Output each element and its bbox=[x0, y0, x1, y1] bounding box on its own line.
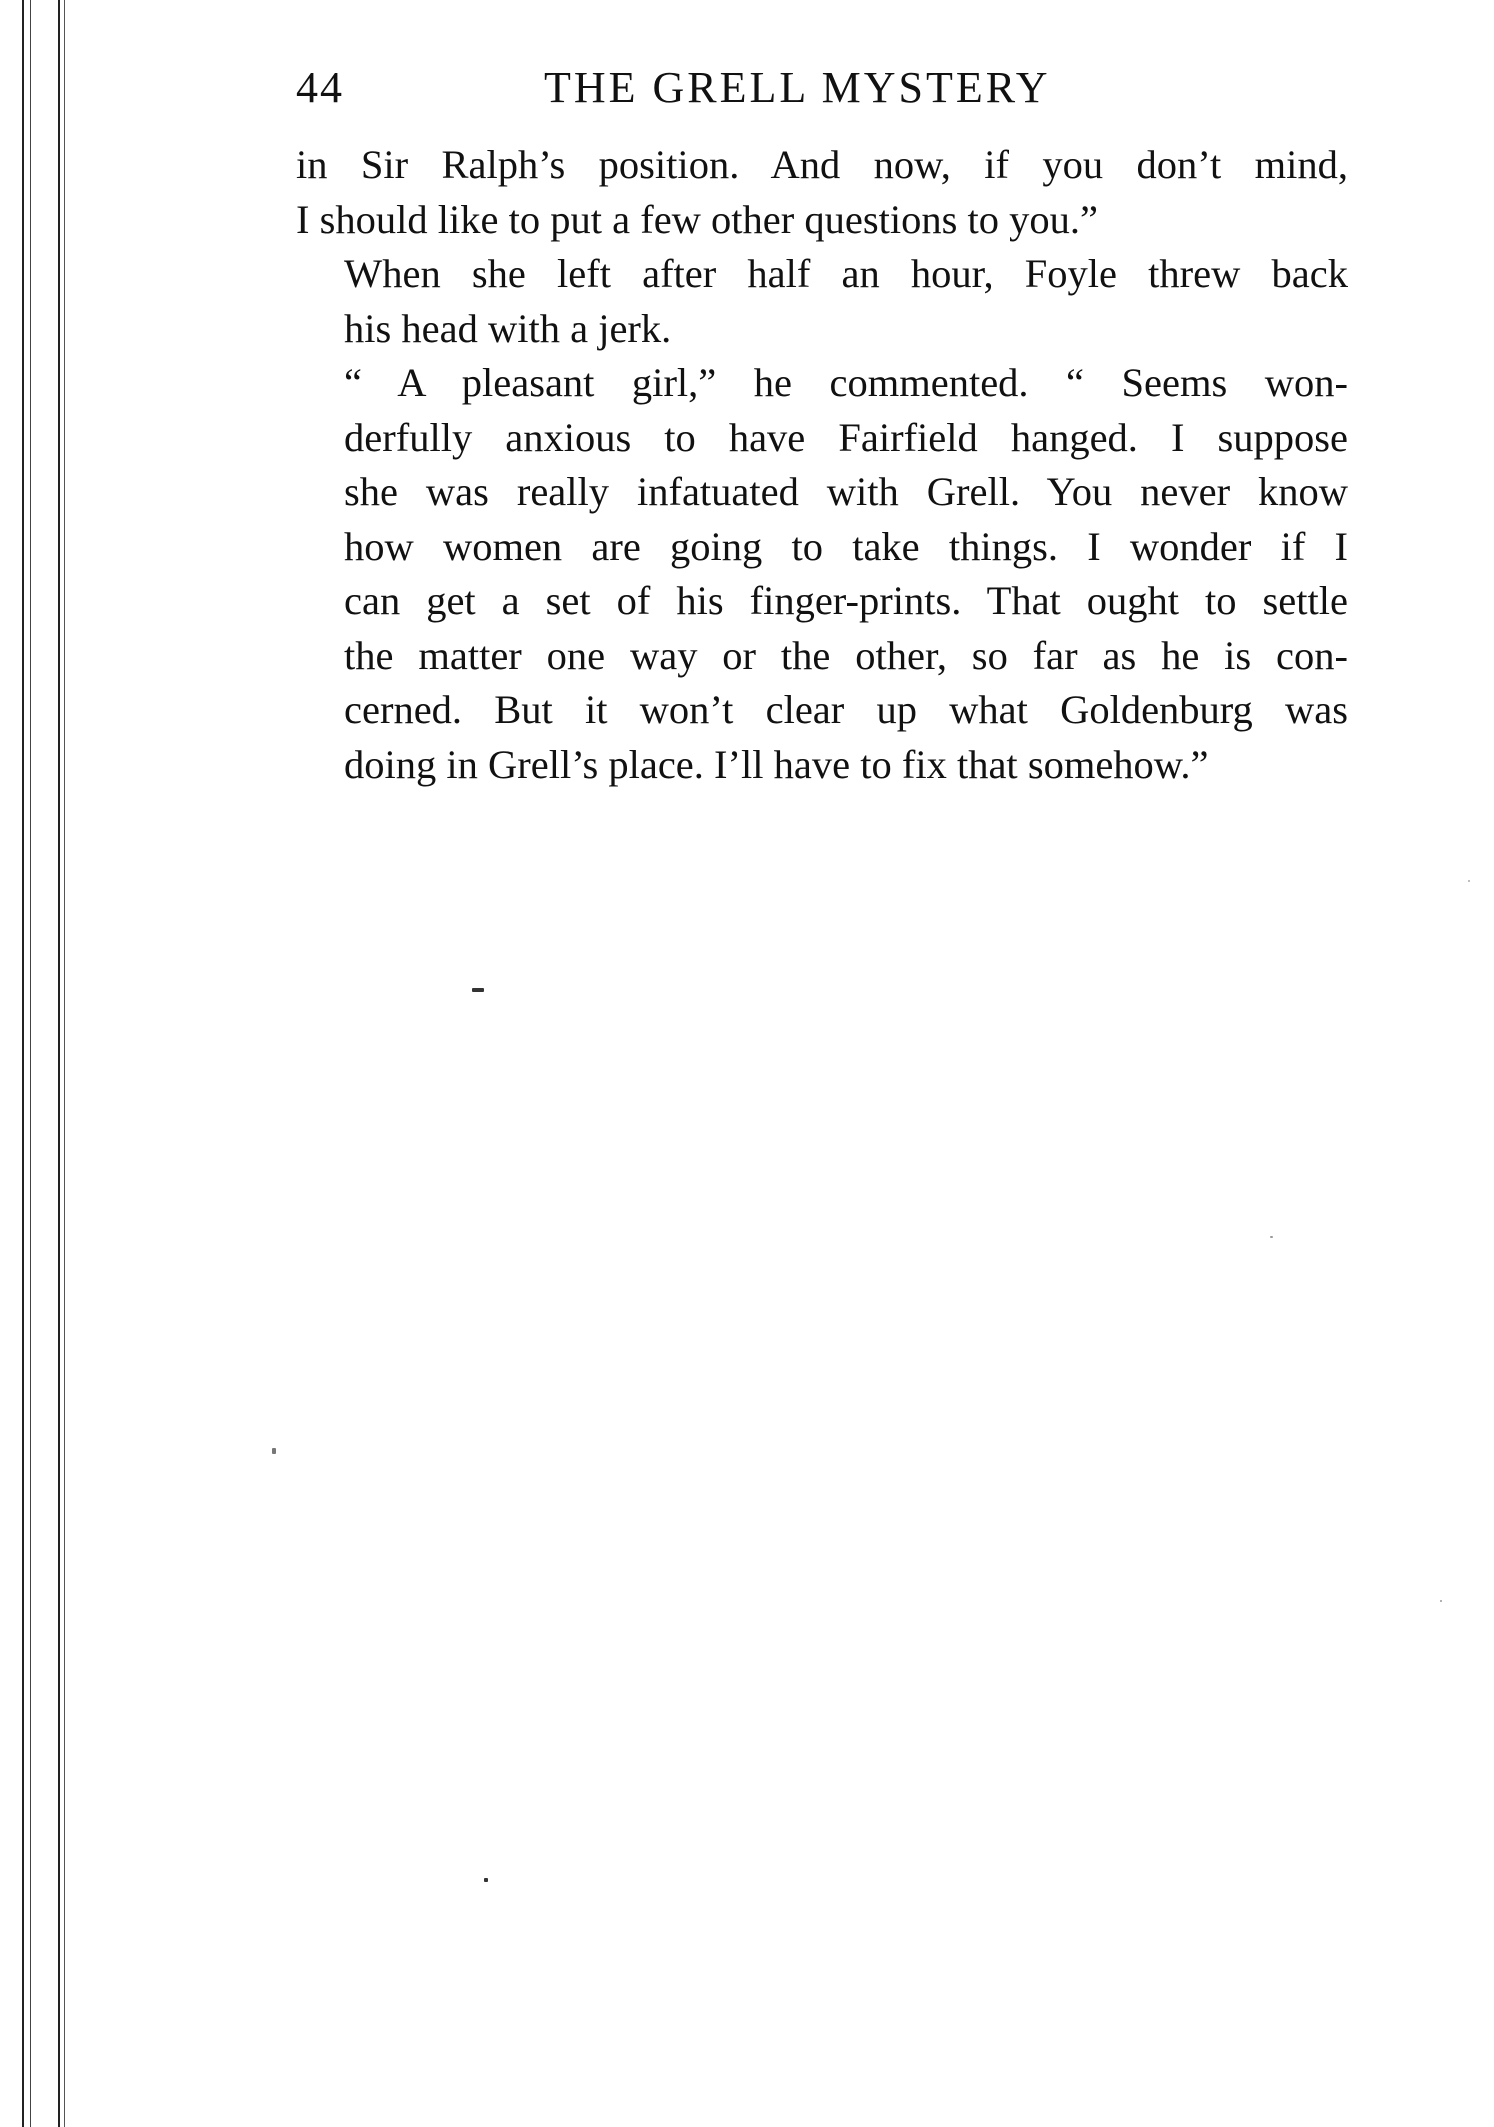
text-line: how women are going to take things. I wonder if I bbox=[344, 523, 1348, 569]
binding-edge-line bbox=[22, 0, 24, 2127]
paragraph bbox=[296, 247, 1348, 356]
scan-speck bbox=[472, 988, 484, 992]
text-line: “ A pleasant girl,” he commented. “ Seems won- bbox=[344, 360, 1348, 405]
scan-speck bbox=[1270, 1236, 1273, 1238]
running-title: THE GRELL MYSTERY bbox=[544, 63, 1051, 112]
body-text bbox=[296, 138, 1348, 792]
text-line: When she left after half an hour, Foyle threw back bbox=[344, 251, 1348, 296]
binding-edge-line bbox=[30, 0, 31, 2127]
paragraph bbox=[296, 138, 1348, 247]
text-line: she was really infatuated with Grell. You never know bbox=[344, 469, 1348, 514]
page-number: 44 bbox=[296, 63, 344, 112]
scan-speck bbox=[1440, 1600, 1442, 1602]
binding-edge-line bbox=[58, 0, 60, 2127]
text-line: cerned. But it won’t clear up what Goldenburg was bbox=[344, 687, 1348, 732]
text-line: I should like to put a few other questions to you.” bbox=[296, 196, 1098, 242]
scan-speck bbox=[272, 1448, 276, 1454]
running-head bbox=[296, 62, 1348, 112]
text-line: doing in Grell’s place. I’ll have to fix that somehow.” bbox=[344, 741, 1209, 787]
binding-edge-line bbox=[64, 0, 65, 2127]
text-line: in Sir Ralph’s position. And now, if you don’t mind, bbox=[296, 142, 1348, 187]
text-line: the matter one way or the other, so far as he is con- bbox=[344, 632, 1348, 678]
text-line: his head with a jerk. bbox=[344, 305, 672, 351]
paragraph bbox=[296, 356, 1348, 792]
text-line: can get a set of his finger-prints. That ought to settle bbox=[344, 578, 1348, 623]
text-line: derfully anxious to have Fairfield hanged. I suppose bbox=[344, 414, 1348, 460]
scan-speck bbox=[1468, 880, 1470, 882]
scan-speck bbox=[484, 1878, 488, 1882]
